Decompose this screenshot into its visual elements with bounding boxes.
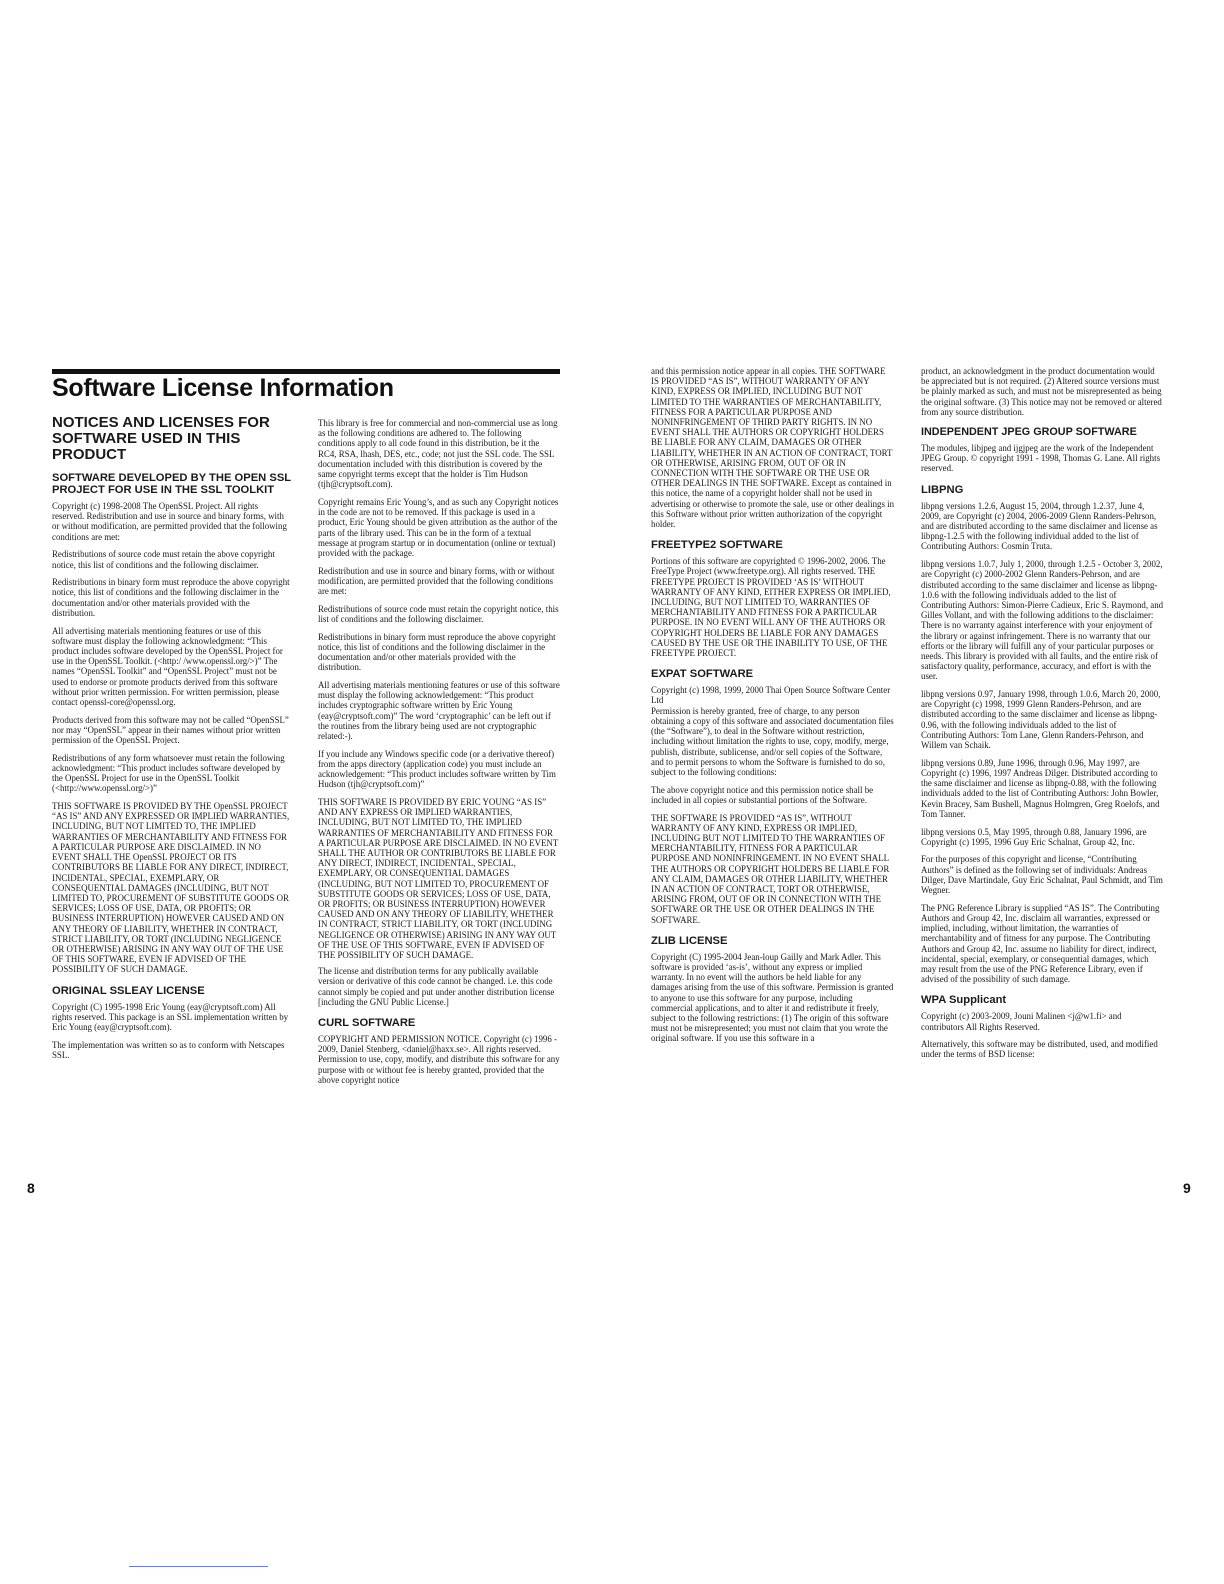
- paragraph: THIS SOFTWARE IS PROVIDED BY THE OpenSSL PROJECT “AS IS” AND ANY EXPRESSED OR IMPLIED WARRANTIES, INCLUDING, BUT NOT LIMITED TO, THE IMPLIED WARRANTIES OF MERCHANTABILITY AND FITNESS FOR A PARTICULAR PURPOSE ARE DISCLAIMED. IN NO EVENT SHALL THE OpenSSL PROJECT OR ITS CONTRIBUTORS BE LIABLE FOR ANY DIRECT, INDIRECT, INCIDENTAL, SPECIAL, EXEMPLARY, OR CONSEQUENTIAL DAMAGES (INCLUDING, BUT NOT LIMITED TO, PROCUREMENT OF SUBSTITUTE GOODS OR SERVICES; LOSS OF USE, DATA, OR PROFITS; OR BUSINESS INTERRUPTION) HOWEVER CAUSED AND ON ANY THEORY OF LIABILITY, WHETHER IN CONTRACT, STRICT LIABILITY, OR TORT (INCLUDING NEGLIGENCE OR OTHERWISE) ARISING IN ANY WAY OUT OF THE USE OF THIS SOFTWARE, EVEN IF ADVISED OF THE POSSIBILITY OF SUCH DAMAGE.: [52, 801, 290, 975]
- paragraph: THIS SOFTWARE IS PROVIDED BY ERIC YOUNG “AS IS” AND ANY EXPRESS OR IMPLIED WARRANTIES, INCLUDING, BUT NOT LIMITED TO, THE IMPLIED WARRANTIES OF MERCHANTABILITY AND FITNESS FOR A PARTICULAR PURPOSE ARE DISCLAIMED. IN NO EVENT SHALL THE AUTHOR OR CONTRIBUTORS BE LIABLE FOR ANY DIRECT, INDIRECT, INCIDENTAL, SPECIAL, EXEMPLARY, OR CONSEQUENTIAL DAMAGES (INCLUDING, BUT NOT LIMITED TO, PROCUREMENT OF SUBSTITUTE GOODS OR SERVICES; LOSS OF USE, DATA, OR PROFITS; OR BUSINESS INTERRUPTION) HOWEVER CAUSED AND ON ANY THEORY OF LIABILITY, WHETHER IN CONTRACT, STRICT LIABILITY, OR TORT (INCLUDING NEGLIGENCE OR OTHERWISE) ARISING IN ANY WAY OUT OF THE USE OF THIS SOFTWARE, EVEN IF ADVISED OF THE POSSIBILITY OF SUCH DAMAGE.: [318, 797, 559, 961]
- paragraph: Alternatively, this software may be distributed, used, and modified under the terms of BSD license:: [921, 1039, 1158, 1060]
- paragraph: The license and distribution terms for any publically available version or derivative of this code cannot be changed. i.e. this code cannot simply be copied and put under another distribution license [including the GNU Public License.]: [318, 966, 555, 1007]
- openssl-heading: SOFTWARE DEVELOPED BY THE OPEN SSL PROJECT FOR USE IN THE SSL TOOLKIT: [52, 472, 291, 496]
- wpa-heading: WPA Supplicant: [921, 994, 1007, 1007]
- paragraph: THE SOFTWARE IS PROVIDED “AS IS”, WITHOUT WARRANTY OF ANY KIND, EXPRESS OR IMPLIED, INCLUDING BUT NOT LIMITED TO THE WARRANTIES OF MERCHANTABILITY, FITNESS FOR A PARTICULAR PURPOSE AND NONINFRINGEMENT. IN NO EVENT SHALL THE AUTHORS OR COPYRIGHT HOLDERS BE LIABLE FOR ANY CLAIM, DAMAGES OR OTHER LIABILITY, WHETHER IN AN ACTION OF CONTRACT, TORT OR OTHERWISE, ARISING FROM, OUT OF OR IN CONNECTION WITH THE SOFTWARE OR THE USE OR OTHER DEALINGS IN THE SOFTWARE.: [651, 812, 890, 925]
- column-2: [318, 418, 560, 1093]
- paragraph: product, an acknowledgment in the product documentation would be appreciated but is not required. (2) Altered source versions must be plainly marked as such, and must not be misrepresented as being the original software. (3) This notice may not be removed or altered from any source distribution.: [921, 366, 1162, 417]
- paragraph: The implementation was written so as to conform with Netscapes SSL.: [52, 1039, 285, 1060]
- paragraph: COPYRIGHT AND PERMISSION NOTICE. Copyright (c) 1996 - 2009, Daniel Stenberg, <daniel@haxx.se>. All rights reserved. Permission to use, copy, modify, and distribute this software for any purpose with or without fee is hereby granted, provided that the above copyright notice: [318, 1034, 560, 1085]
- paragraph: libpng versions 0.97, January 1998, through 1.0.6, March 20, 2000, are Copyright (c) 1998, 1999 Glenn Randers-Pehrson, and are distributed according to the same disclaimer and license as libpng-0.96, with the following individuals added to the list of Contributing Authors: Tom Lane, Glenn Randers-Pehrson, and Willem van Schaik.: [921, 689, 1161, 751]
- paragraph: This library is free for commercial and non-commercial use as long as the following conditions are adhered to. The following conditions apply to all code found in this distribution, be it the RC4, RSA, lhash, DES, etc., code; not just the SSL code. The SSL documentation included with this distribution is covered by the same copyright terms except that the holder is Tim Hudson (tjh@cryptsoft.com).: [318, 418, 558, 490]
- paragraph: libpng versions 0.5, May 1995, through 0.88, January 1996, are Copyright (c) 1995, 1996 Guy Eric Schalnat, Group 42, Inc.: [921, 826, 1147, 847]
- expat-heading: EXPAT SOFTWARE: [651, 668, 754, 681]
- page-number-right: 9: [1183, 1180, 1191, 1196]
- paragraph: If you include any Windows specific code (or a derivative thereof) from the apps directory (application code) you must include an acknowledgement: “This product includes software written by Tim Hudson (tjh@cryptsoft.com)”: [318, 748, 556, 790]
- paragraph: All advertising materials mentioning features or use of this software must display the following acknowledgment: “This product includes software developed by the OpenSSL Project for use in the OpenSSL Toolkit. (<http:/ /www.openssl.org/>)” The names “OpenSSL Toolkit” and “OpenSSL Project” must not be used to endorse or promote products derived from this software without prior written permission. For written permission, please contact openssl-core@openssl.org.: [52, 625, 283, 707]
- paragraph: libpng versions 1.2.6, August 15, 2004, through 1.2.37, June 4, 2009, are Copyright (c) 2004, 2006-2009 Glenn Randers-Pehrson, and are distributed according to the same disclaimer and license as libpng-1.2.5 with the following individual added to the list of Contributing Authors: Cosmin Truta.: [921, 500, 1158, 552]
- paragraph: The PNG Reference Library is supplied “AS IS”. The Contributing Authors and Group 42, Inc. disclaim all warranties, expressed or implied, including, without limitation, the warranties of merchantability and of fitness for any purpose. The Contributing Authors and Group 42, Inc. assume no liability for direct, indirect, incidental, special, exemplary, or consequential damages, which may result from the use of the PNG Reference Library, even if advised of the possibility of such damage.: [921, 902, 1160, 985]
- jpeg-heading: INDEPENDENT JPEG GROUP SOFTWARE: [921, 426, 1137, 439]
- page-title: Software License Information: [52, 374, 394, 402]
- paragraph: The above copyright notice and this permission notice shall be included in all copies or substantial portions of the Software.: [651, 784, 874, 805]
- paragraph: Copyright (C) 1995-1998 Eric Young (eay@cryptsoft.com) All rights reserved. This package is an SSL implementation written by Eric Young (eay@cryptsoft.com).: [52, 1001, 289, 1032]
- libpng-heading: LIBPNG: [921, 483, 964, 496]
- paragraph: Redistributions of source code must retain the above copyright notice, this list of conditions and the following disclaimer.: [52, 549, 275, 570]
- ssleay-heading: ORIGINAL SSLEAY LICENSE: [52, 984, 205, 997]
- paragraph: Redistributions of any form whatsoever must retain the following acknowledgment: “This product includes software developed by the OpenSSL Project for use in the OpenSSL Toolkit (<http://www.openssl.org/>)”: [52, 752, 285, 794]
- paragraph: Redistributions in binary form must reproduce the above copyright notice, this list of conditions and the following disclaimer in the documentation and/or other materials provided with the distribution.: [318, 631, 556, 673]
- footer-line: [129, 1566, 268, 1567]
- paragraph: Products derived from this software may not be called “OpenSSL” nor may “OpenSSL” appear in their names without prior written permission of the OpenSSL Project.: [52, 714, 289, 746]
- zlib-heading: ZLIB LICENSE: [651, 934, 728, 947]
- paragraph: All advertising materials mentioning features or use of this software must display the following acknowledgement: “This product includes cryptographic software written by Eric Young (eay@cryptsoft.com)” The word ‘cryptographic’ can be left out if the routines from the library being used are not cryptographic related:-).: [318, 679, 560, 741]
- paragraph: For the purposes of this copyright and license, “Contributing Authors” is defined as the following set of individuals: Andreas Dilger, Dave Martindale, Guy Eric Schalnat, Paul Schmidt, and Tim Wegner.: [921, 854, 1163, 896]
- paragraph: Copyright (C) 1995-2004 Jean-loup Gailly and Mark Adler. This software is provided ‘as-is’, without any express or implied warranty. In no event will the authors be held liable for any damages arising from the use of this software. Permission is granted to anyone to use this software for any purpose, including commercial applications, and to alter it and redistribute it freely, subject to the following restrictions: (1) The origin of this software must not be misrepresented; you must not claim that you wrote the original software. If you use this software in a: [651, 951, 894, 1044]
- column-1: [52, 415, 292, 1068]
- column-4: [921, 366, 1164, 1067]
- curl-heading: CURL SOFTWARE: [318, 1017, 416, 1030]
- notices-heading: NOTICES AND LICENSES FOR SOFTWARE USED IN THIS PRODUCT: [52, 414, 270, 463]
- paragraph: Copyright (c) 2003-2009, Jouni Malinen <j@w1.fi> and contributors All Rights Reserved.: [921, 1011, 1122, 1032]
- paragraph: Redistributions in binary form must reproduce the above copyright notice, this list of conditions and the following disclaimer in the documentation and/or other materials provided with the distribution.: [52, 577, 290, 618]
- paragraph: Copyright remains Eric Young’s, and as such any Copyright notices in the code are not to be removed. If this package is used in a product, Eric Young should be given attribution as the author of the parts of the library used. This can be in the form of a textual message at program startup or in documentation (online or textual) provided with the package.: [318, 496, 559, 558]
- paragraph: The modules, libjpeg and ijgjpeg are the work of the Independent JPEG Group. © copyright 1991 - 1998, Thomas G. Lane. All rights reserved.: [921, 443, 1161, 474]
- paragraph: Redistribution and use in source and binary forms, with or without modification, are permitted provided that the following conditions are met:: [318, 565, 555, 597]
- paragraph: Copyright (c) 1998, 1999, 2000 Thai Open Source Software Center Ltd: [651, 685, 891, 706]
- column-3: [651, 366, 894, 1051]
- paragraph: and this permission notice appear in all copies. THE SOFTWARE IS PROVIDED “AS IS”, WITHOUT WARRANTY OF ANY KIND, EXPRESS OR IMPLIED, INCLUDING BUT NOT LIMITED TO THE WARRANTIES OF MERCHANTABILITY, FITNESS FOR A PARTICULAR PURPOSE AND NONINFRINGEMENT OF THIRD PARTY RIGHTS. IN NO EVENT SHALL THE AUTHORS OR COPYRIGHT HOLDERS BE LIABLE FOR ANY CLAIM, DAMAGES OR OTHER LIABILITY, WHETHER IN AN ACTION OF CONTRACT, TORT OR OTHERWISE, ARISING FROM, OUT OF OR IN CONNECTION WITH THE SOFTWARE OR THE USE OR OTHER DEALINGS IN THE SOFTWARE. Except as contained in this notice, the name of a copyright holder shall not be used in advertising or otherwise to promote the sale, use or other dealings in this Software without prior written authorization of the copyright holder.: [651, 366, 895, 530]
- paragraph: libpng versions 1.0.7, July 1, 2000, through 1.2.5 - October 3, 2002, are Copyright (c) 2000-2002 Glenn Randers-Pehrson, and are distributed according to the same disclaimer and license as libpng-1.0.6 with the following individuals added to the list of Contributing Authors: Simon-Pierre Cadieux, Eric S. Raymond, and Gilles Vollant, and with the following additions to the disclaimer: There is no warranty against interference with your enjoyment of the library or against infringement. There is no warranty that our efforts or the library will fulfill any of your particular purposes or needs. This library is provided with all faults, and the entire risk of satisfactory quality, performance, accuracy, and effort is with the user.: [921, 559, 1164, 682]
- paragraph: Copyright (c) 1998-2008 The OpenSSL Project. All rights reserved. Redistribution and use in source and binary forms, with or without modification, are permitted provided that the following conditions are met:: [52, 501, 287, 542]
- paragraph: libpng versions 0.89, June 1996, through 0.96, May 1997, are Copyright (c) 1996, 1997 Andreas Dilger. Distributed according to the same disclaimer and license as libpng-0.88, with the following individuals added to the list of Contributing Authors: John Bowler, Kevin Bracey, Sam Bushell, Magnus Holmgren, Greg Roelofs, and Tom Tanner.: [921, 757, 1160, 819]
- paragraph: Redistributions of source code must retain the copyright notice, this list of conditions and the following disclaimer.: [318, 603, 559, 624]
- paragraph: Permission is hereby granted, free of charge, to any person obtaining a copy of this software and associated documentation files (the “Software”), to deal in the Software without restriction, including without limitation the rights to use, copy, modify, merge, publish, distribute, sublicense, and/or sell copies of the Software, and to permit persons to whom the Software is furnished to do so, subject to the following conditions:: [651, 705, 894, 777]
- paragraph: Portions of this software are copyrighted © 1996-2002, 2006. The FreeType Project (www.freetype.org). All rights reserved. THE FREETYPE PROJECT IS PROVIDED ‘AS IS’ WITHOUT WARRANTY OF ANY KIND, EITHER EXPRESS OR IMPLIED, INCLUDING, BUT NOT LIMITED TO, WARRANTIES OF MERCHANTABILITY AND FITNESS FOR A PARTICULAR PURPOSE. IN NO EVENT WILL ANY OF THE AUTHORS OR COPYRIGHT HOLDERS BE LIABLE FOR ANY DAMAGES CAUSED BY THE USE OR THE INABILITY TO USE, OF THE FREETYPE PROJECT.: [651, 556, 891, 659]
- page-number-left: 8: [27, 1180, 35, 1196]
- freetype-heading: FREETYPE2 SOFTWARE: [651, 539, 783, 552]
